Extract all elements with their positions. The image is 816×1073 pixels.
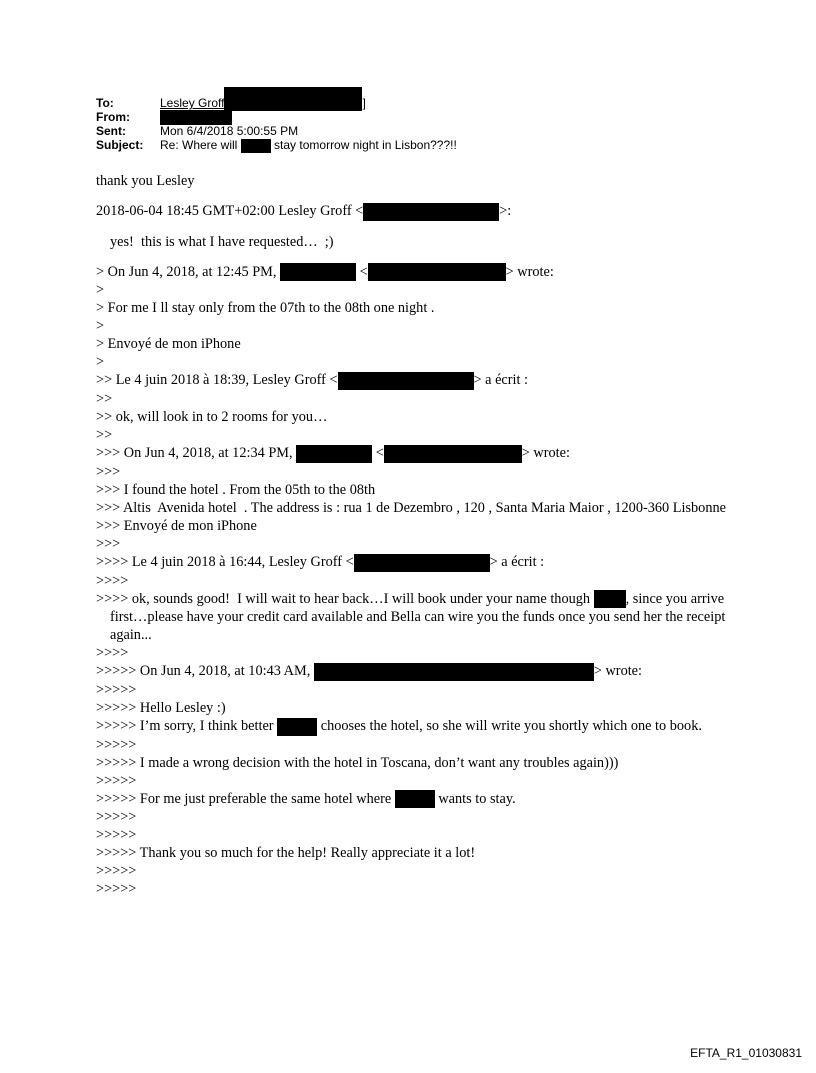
body-line: >>>>>	[96, 827, 137, 844]
subject-text-start: Re: Where will	[160, 138, 238, 152]
bates-number: EFTA_R1_01030831	[690, 1046, 802, 1060]
redaction-box	[241, 139, 271, 153]
subject-text-end: stay tomorrow night in Lisbon???!!	[274, 138, 457, 152]
from-value	[160, 110, 232, 124]
quote-header-text: >>> On Jun 4, 2018, at 12:34 PM,	[96, 445, 293, 462]
quote-header-text: >>>>> On Jun 4, 2018, at 10:43 AM,	[96, 663, 311, 680]
body-line: >	[96, 354, 105, 371]
email-body	[96, 172, 736, 898]
sent-row	[96, 124, 457, 138]
body-line: > Envoyé de mon iPhone	[96, 336, 241, 353]
body-line: >>>>	[96, 572, 129, 589]
redaction-box	[296, 445, 372, 463]
quote-bracket: <	[359, 263, 368, 280]
body-line: thank you Lesley	[96, 173, 195, 189]
reply-header-end: >:	[499, 203, 512, 219]
body-line: >	[96, 318, 105, 335]
redaction-box	[280, 263, 356, 281]
quote-header-end: > wrote:	[593, 663, 643, 680]
body-line: >>	[96, 427, 113, 444]
body-line: >	[96, 282, 105, 299]
message-text: chooses the hotel, so she will write you shortly which one to book.	[320, 718, 702, 735]
quote-header-end: > a écrit :	[489, 553, 545, 570]
body-line: >>>	[96, 535, 121, 552]
body-line: >> ok, will look in to 2 rooms for you…	[96, 409, 328, 426]
redaction-box	[354, 554, 490, 572]
message-text: >>>> ok, sounds good! I will wait to hear back…I will book under your name though	[96, 590, 591, 607]
body-line: > For me I ll stay only from the 07th to the 08th one night .	[96, 300, 435, 317]
body-line: >>> I found the hotel . From the 05th to the 08th	[96, 481, 376, 498]
reply-header-text: 2018-06-04 18:45 GMT+02:00 Lesley Groff <	[96, 203, 364, 219]
to-value	[160, 96, 366, 110]
body-line: >>>>>	[96, 809, 137, 826]
body-line: >>>>	[96, 645, 129, 662]
redaction-box	[363, 203, 499, 221]
redaction-box	[224, 87, 362, 111]
body-line	[96, 662, 736, 681]
body-line: yes! this is what I have requested… ;)	[110, 233, 334, 250]
body-line: >>>	[96, 463, 121, 480]
body-line: >>	[96, 391, 113, 408]
body-line	[96, 444, 736, 463]
email-header	[96, 96, 457, 152]
quote-header-end: > wrote:	[521, 445, 570, 462]
body-line: >>>>> Thank you so much for the help! Really appreciate it a lot!	[96, 845, 476, 862]
quote-header-end: > a écrit :	[473, 372, 529, 389]
body-line	[96, 202, 736, 221]
subject-label: Subject:	[96, 138, 144, 152]
body-line: >>>>>	[96, 682, 137, 699]
redaction-box	[338, 372, 474, 390]
message-text: >>>>> I’m sorry, I think better	[96, 718, 274, 735]
redaction-box	[314, 663, 594, 681]
to-row	[96, 96, 457, 110]
quote-bracket: <	[375, 445, 384, 462]
to-label: To:	[96, 96, 114, 110]
body-line: >>>>>	[96, 881, 137, 898]
body-line: >>>>> Hello Lesley :)	[96, 700, 226, 717]
message-text: wants to stay.	[438, 790, 516, 807]
quote-header-end: > wrote:	[505, 263, 554, 280]
message-text: , since you arrive first…please have your credit card available and Bella can wire you the funds once you send her the receipt again...	[110, 590, 729, 644]
body-line	[96, 553, 736, 572]
redaction-box	[395, 790, 435, 808]
quote-header-text: >>>> Le 4 juin 2018 à 16:44, Lesley Groff <	[96, 553, 354, 570]
to-bracket: ]	[362, 96, 366, 110]
from-label: From:	[96, 110, 130, 124]
redaction-box	[384, 445, 522, 463]
body-line: >>>>>	[96, 736, 137, 753]
redaction-box	[368, 263, 506, 281]
from-row	[96, 110, 457, 124]
body-line	[96, 590, 736, 645]
body-line	[96, 263, 736, 282]
body-line: >>>>>	[96, 863, 137, 880]
quote-header-text: > On Jun 4, 2018, at 12:45 PM,	[96, 263, 277, 280]
subject-value	[160, 138, 457, 152]
redaction-box	[594, 590, 626, 608]
body-line	[96, 717, 736, 736]
body-line: >>> Envoyé de mon iPhone	[96, 517, 257, 534]
body-line: >>>>> I made a wrong decision with the hotel in Toscana, don’t want any troubles again)))	[96, 754, 619, 771]
quote-header-text: >> Le 4 juin 2018 à 18:39, Lesley Groff <	[96, 372, 338, 389]
body-line: >>> Altis Avenida hotel . The address is : rua 1 de Dezembro , 120 , Santa Maria Maior , 1200-360 Lisbonne	[96, 499, 726, 516]
body-line: >>>>>	[96, 772, 137, 789]
subject-row	[96, 138, 457, 152]
to-name: Lesley Groff	[160, 96, 225, 110]
redaction-box	[277, 718, 317, 736]
body-line	[96, 371, 736, 390]
sent-value: Mon 6/4/2018 5:00:55 PM	[160, 124, 299, 138]
sent-label: Sent:	[96, 124, 126, 138]
body-line	[96, 790, 736, 809]
message-text: >>>>> For me just preferable the same hotel where	[96, 790, 392, 807]
